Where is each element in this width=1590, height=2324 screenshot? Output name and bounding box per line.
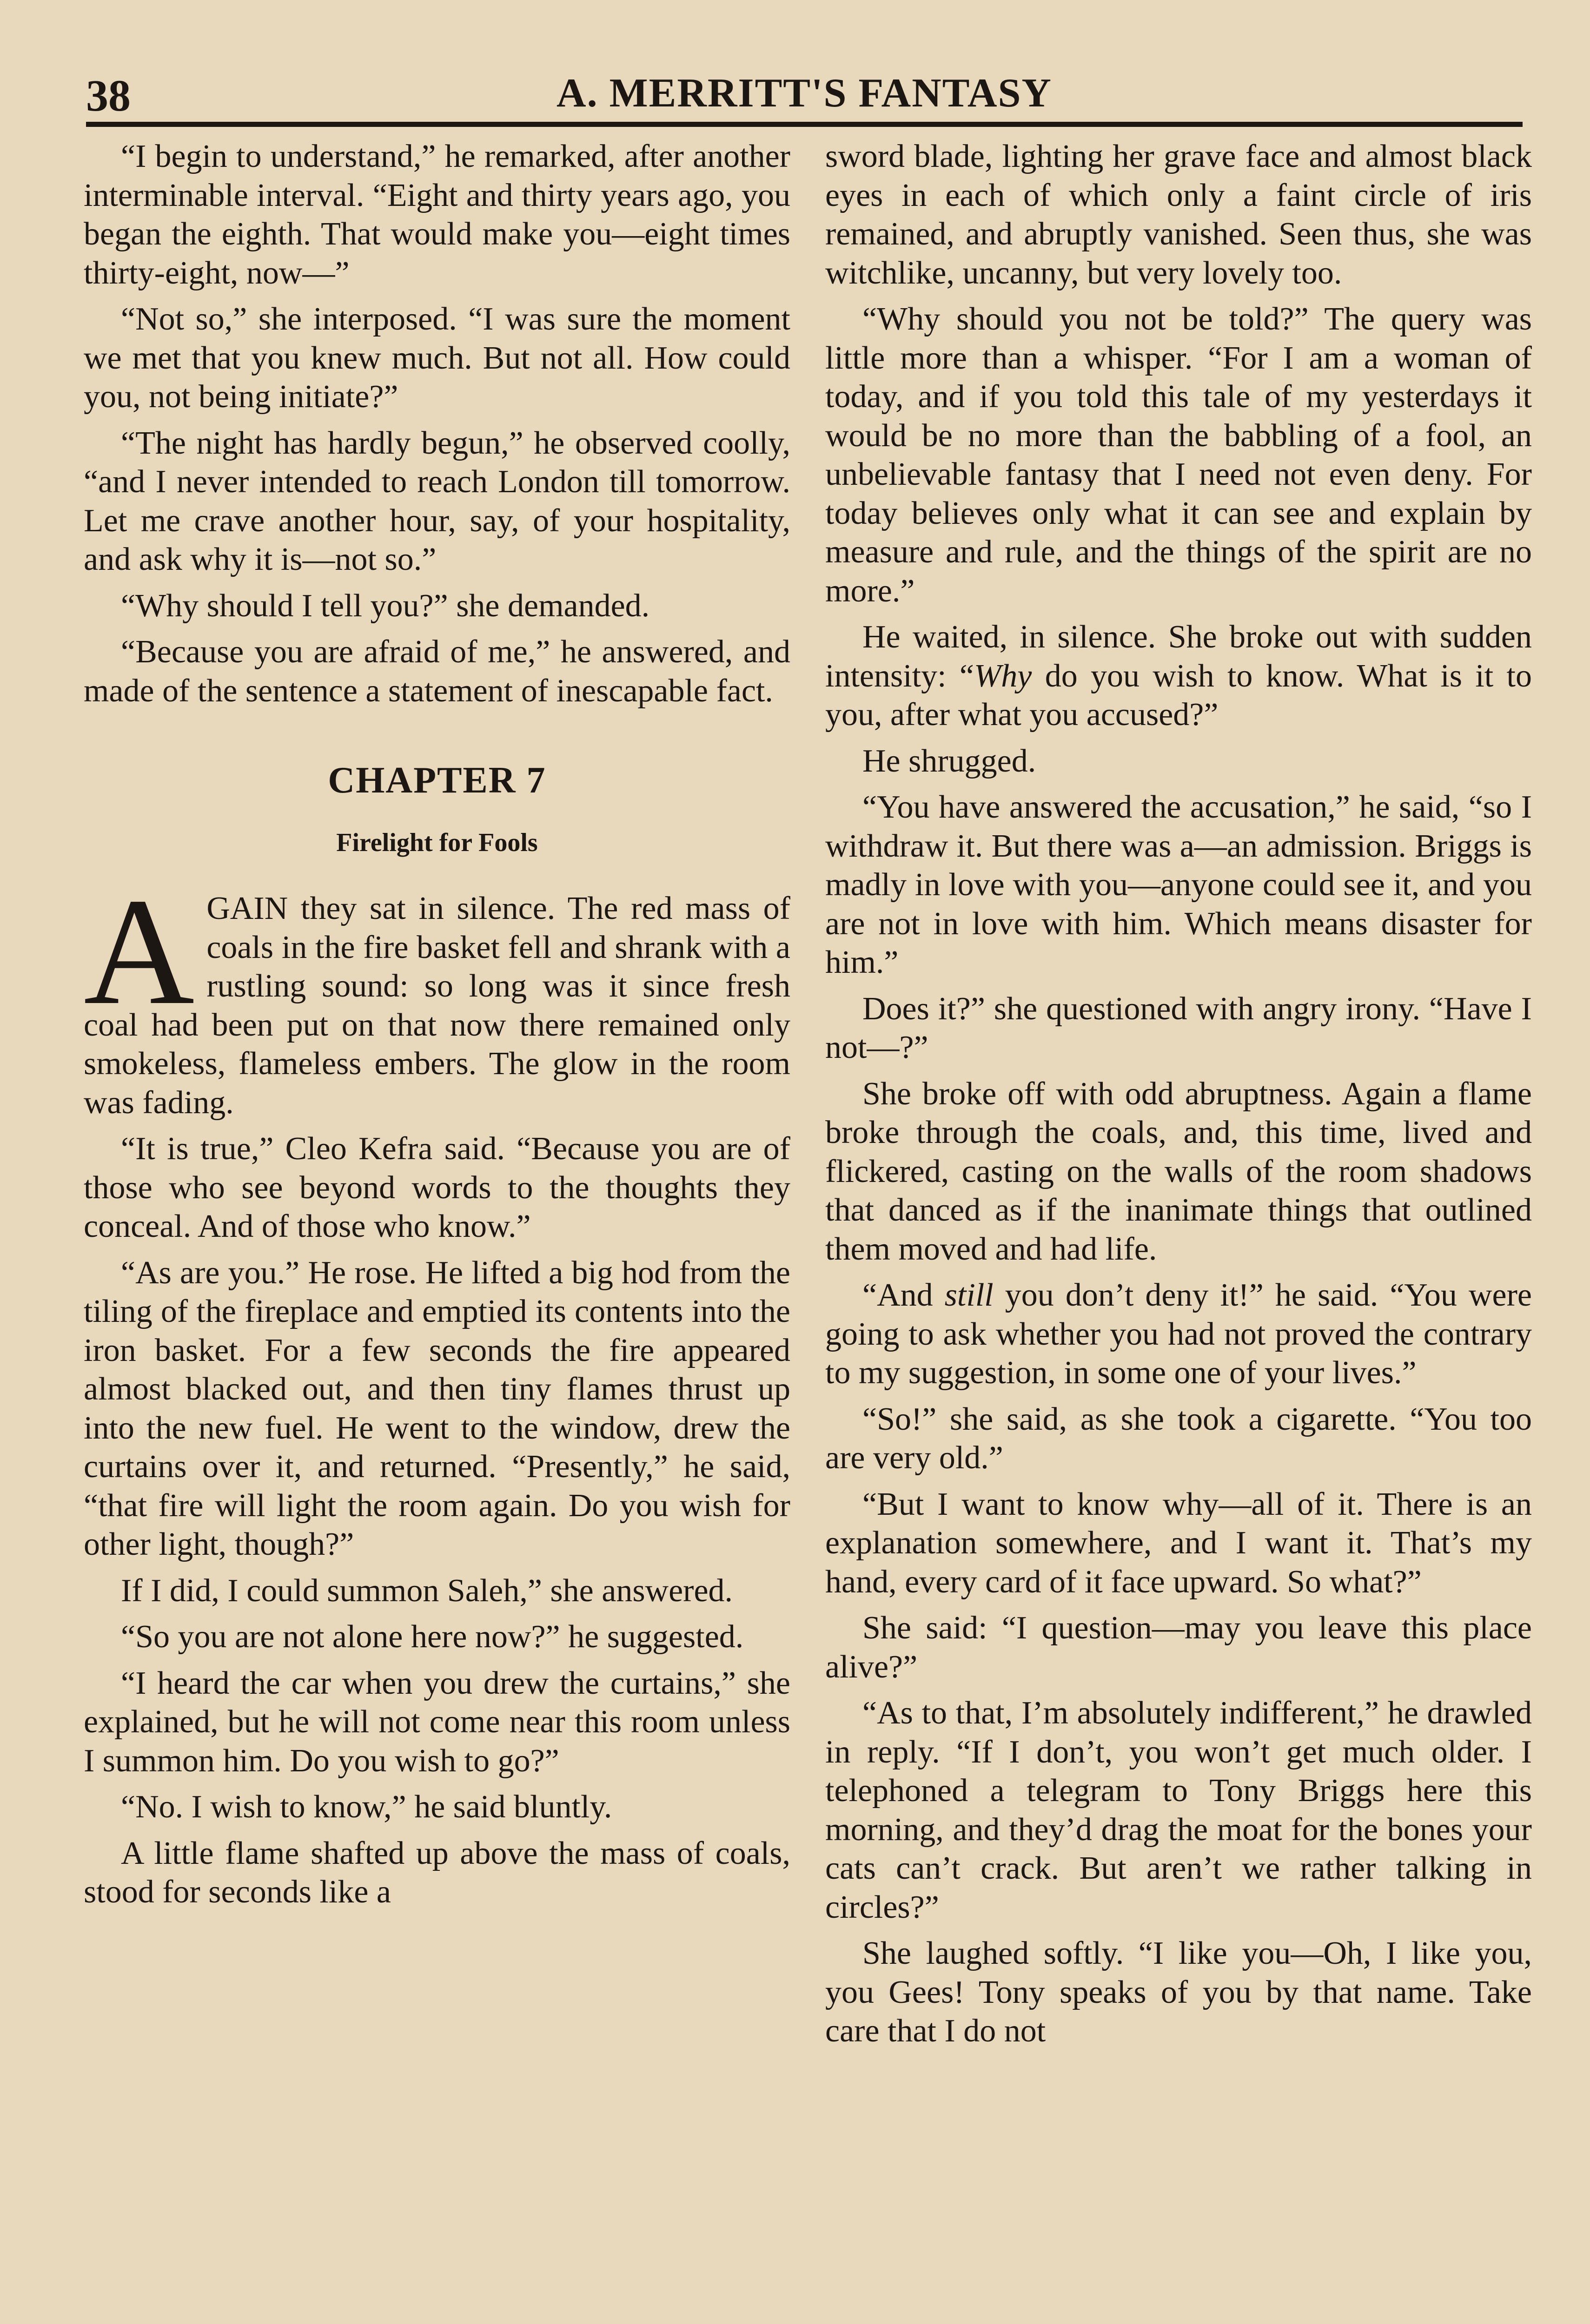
paragraph: “I heard the car when you drew the curtains,” she explained, but he will not come near this room unless I summon him. Do you wish to go?”	[84, 1665, 790, 1779]
text-run: He waited, in silence. She broke out with sudden intensity: “	[825, 619, 1532, 694]
emphasis: Why	[974, 658, 1032, 694]
paragraph: “Why should I tell you?” she demanded.	[121, 588, 650, 624]
paragraph: He shrugged.	[862, 743, 1036, 779]
chapter-heading: CHAPTER 7	[328, 760, 546, 801]
paragraph	[825, 618, 1532, 734]
paragraph: Does it?” she questioned with angry irony. “Have I not—?”	[825, 990, 1532, 1065]
paragraph: “So!” she said, as she took a cigarette. “You too are very old.”	[825, 1401, 1532, 1476]
text-run: you don’t deny it!” he said. “You were going to ask whether you had not proved the contrary to my suggestion, in some one of your lives.”	[825, 1277, 1532, 1391]
running-title: A. MERRITT'S FANTASY	[556, 71, 1052, 116]
drop-cap: A	[84, 867, 195, 1037]
paragraph	[825, 1276, 1532, 1393]
paragraph: “As to that, I’m absolutely indifferent,” he drawled in reply. “If I don’t, you won’t get much older. I telephoned a telegram to Tony Briggs here this morning, and they’d drag the moat for the bones your cats can’t crack. But aren’t we rather talking in circles?”	[825, 1695, 1532, 1925]
page-header	[86, 65, 1523, 125]
text-run: do you wish to know. What is it to you, after what you accused?”	[825, 658, 1532, 733]
paragraph: “No. I wish to know,” he said bluntly.	[121, 1789, 612, 1825]
left-column	[84, 137, 790, 1919]
emphasis: still	[944, 1277, 994, 1313]
paragraph: She broke off with odd abruptness. Again a flame broke through the coals, and, this time, lived and flickered, casting on the walls of the room shadows that danced as if the inanimate things that outlined them moved and had life.	[825, 1076, 1532, 1267]
paragraph: She laughed softly. “I like you—Oh, I like you, you Gees! Tony speaks of you by that name. Take care that I do not	[825, 1935, 1532, 2049]
paragraph: “So you are not alone here now?” he suggested.	[121, 1619, 744, 1655]
text-run: “And	[862, 1277, 945, 1313]
paragraph: “It is true,” Cleo Kefra said. “Because you are of those who see beyond words to the thoughts they conceal. And of those who know.”	[84, 1131, 790, 1244]
paragraph: A little flame shafted up above the mass of coals, stood for seconds like a	[84, 1835, 790, 1910]
paragraph: “Because you are afraid of me,” he answered, and made of the sentence a statement of inescapable fact.	[84, 634, 790, 709]
paragraph: If I did, I could summon Saleh,” she answered.	[121, 1572, 733, 1609]
paragraph: “As are you.” He rose. He lifted a big hod from the tiling of the fireplace and emptied its contents into the iron basket. For a few seconds the fire appeared almost blacked out, and then tiny flames thrust up into the new fuel. He went to the window, drew the curtains over it, and returned. “Presently,” he said, “that fire will light the room again. Do you wish for other light, though?”	[84, 1254, 790, 1562]
paragraph: “Not so,” she interposed. “I was sure the moment we met that you knew much. But not all. How could you, not being initiate?”	[84, 301, 790, 415]
paragraph: “You have answered the accusation,” he said, “so I withdraw it. But there was a—an admission. Briggs is madly in love with you—anyone could see it, and you are not in love with him. Which means disaster for him.”	[825, 789, 1532, 980]
header-rule	[86, 122, 1523, 127]
paragraph: “Why should you not be told?” The query was little more than a whisper. “For I am a woman of today, and if you told this tale of my yesterdays it would be no more than the babbling of a fool, an unbelievable fantasy that I need not even deny. For today believes only what it can see and explain by measure and rule, and the things of the spirit are no more.”	[825, 301, 1532, 609]
right-column	[825, 137, 1532, 2058]
paragraph: “I begin to understand,” he remarked, after another interminable interval. “Eight and thirty years ago, you began the eighth. That would make you—eight times thirty-eight, now—”	[84, 139, 790, 291]
continued-paragraph: sword blade, lighting her grave face and almost black eyes in each of which only a faint circle of iris remained, and abruptly vanished. Seen thus, she was witchlike, uncanny, but very lovely too.	[825, 139, 1532, 291]
paragraph: “But I want to know why—all of it. There is an explanation somewhere, and I want it. That’s my hand, every card of it face upward. So what?”	[825, 1486, 1532, 1600]
chapter-opening-paragraph	[84, 867, 790, 1122]
opening-text: GAIN they sat in silence. The red mass of coals in the fire basket fell and shrank with a rustling sound: so long was it since fresh coal had been put on that now there remained only smokeless, flameless embers. The glow in the room was fading.	[84, 891, 790, 1121]
chapter-subtitle: Firelight for Fools	[336, 828, 538, 857]
page-number: 38	[86, 71, 131, 120]
paragraph: She said: “I question—may you leave this place alive?”	[825, 1610, 1532, 1685]
paragraph: “The night has hardly begun,” he observed coolly, “and I never intended to reach London till tomorrow. Let me crave another hour, say, of your hospitality, and ask why it is—not so.”	[84, 425, 790, 577]
